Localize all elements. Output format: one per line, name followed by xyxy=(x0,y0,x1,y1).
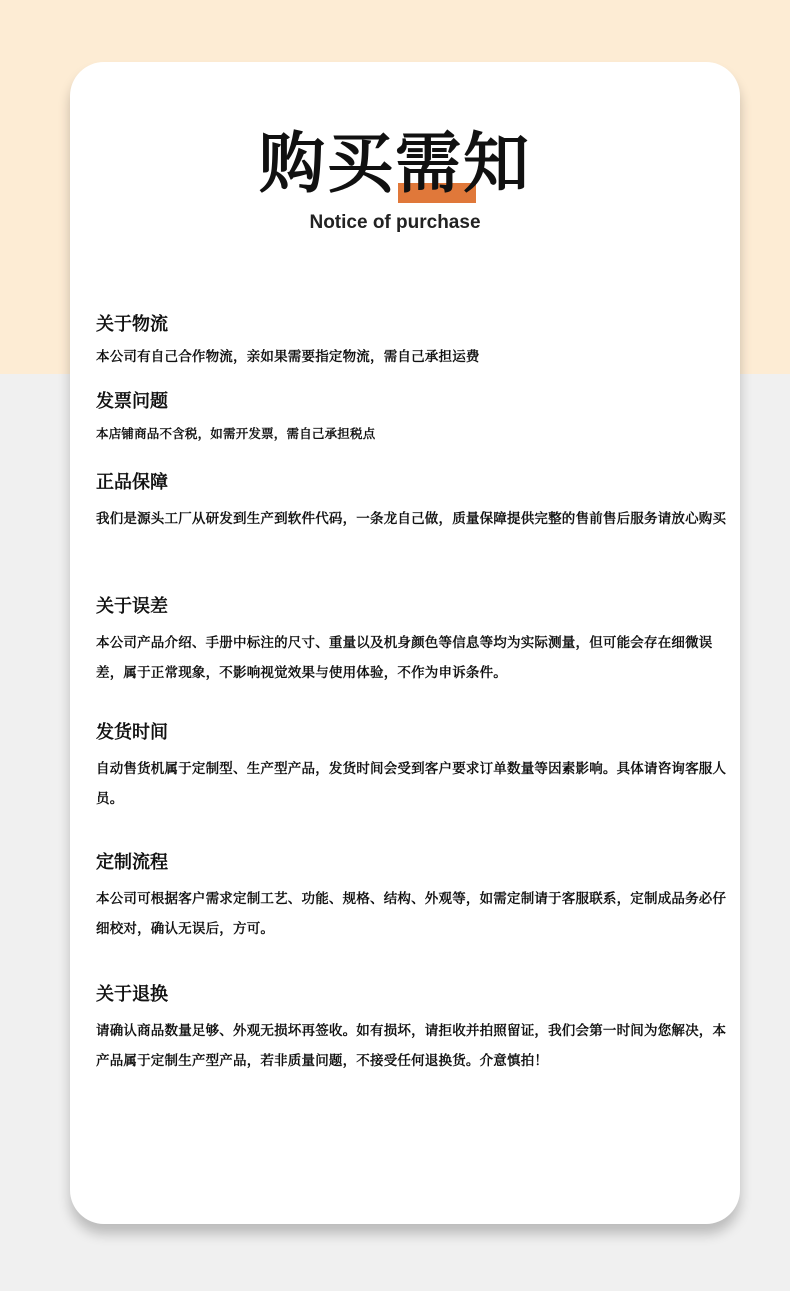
page-title-text: 购买需知 xyxy=(259,125,531,202)
section-body: 本公司有自己合作物流，亲如果需要指定物流，需自己承担运费 xyxy=(96,349,480,365)
section-title: 发货时间 xyxy=(96,722,168,743)
section-body: 自动售货机属于定制型、生产型产品，发货时间会受到客户要求订单数量等因素影响。具体请咨询客服人员。 xyxy=(96,761,727,807)
section-shipping xyxy=(96,720,736,814)
section-authentic xyxy=(96,470,736,534)
section-title: 正品保障 xyxy=(96,472,168,493)
section-body: 本公司可根据客户需求定制工艺、功能、规格、结构、外观等，如需定制请于客服联系，定制成品务必仔细校对，确认无误后，方可。 xyxy=(96,891,727,937)
section-logistics xyxy=(96,312,736,372)
section-customization xyxy=(96,850,736,944)
section-body: 本店铺商品不含税，如需开发票，需自己承担税点 xyxy=(96,426,376,441)
section-body: 请确认商品数量足够、外观无损坏再签收。如有损坏，请拒收并拍照留证，我们会第一时间为您解决，本产品属于定制生产型产品，若非质量问题，不接受任何退换货。介意慎拍！ xyxy=(96,1023,727,1069)
section-title: 定制流程 xyxy=(96,852,168,873)
section-error xyxy=(96,594,736,688)
section-returns xyxy=(96,982,736,1076)
page-title xyxy=(259,125,531,202)
section-title: 关于误差 xyxy=(96,596,168,617)
section-body: 我们是源头工厂从研发到生产到软件代码，一条龙自己做，质量保障提供完整的售前售后服务请放心购买 xyxy=(96,511,727,527)
section-body: 本公司产品介绍、手册中标注的尺寸、重量以及机身颜色等信息等均为实际测量，但可能会存在细微误差，属于正常现象，不影响视觉效果与使用体验，不作为申诉条件。 xyxy=(96,635,713,681)
page-subtitle: Notice of purchase xyxy=(309,212,481,233)
section-title: 发票问题 xyxy=(96,391,168,412)
title-wrap xyxy=(0,125,790,202)
section-title: 关于退换 xyxy=(96,984,168,1005)
section-title: 关于物流 xyxy=(96,314,168,335)
section-invoice xyxy=(96,389,736,449)
